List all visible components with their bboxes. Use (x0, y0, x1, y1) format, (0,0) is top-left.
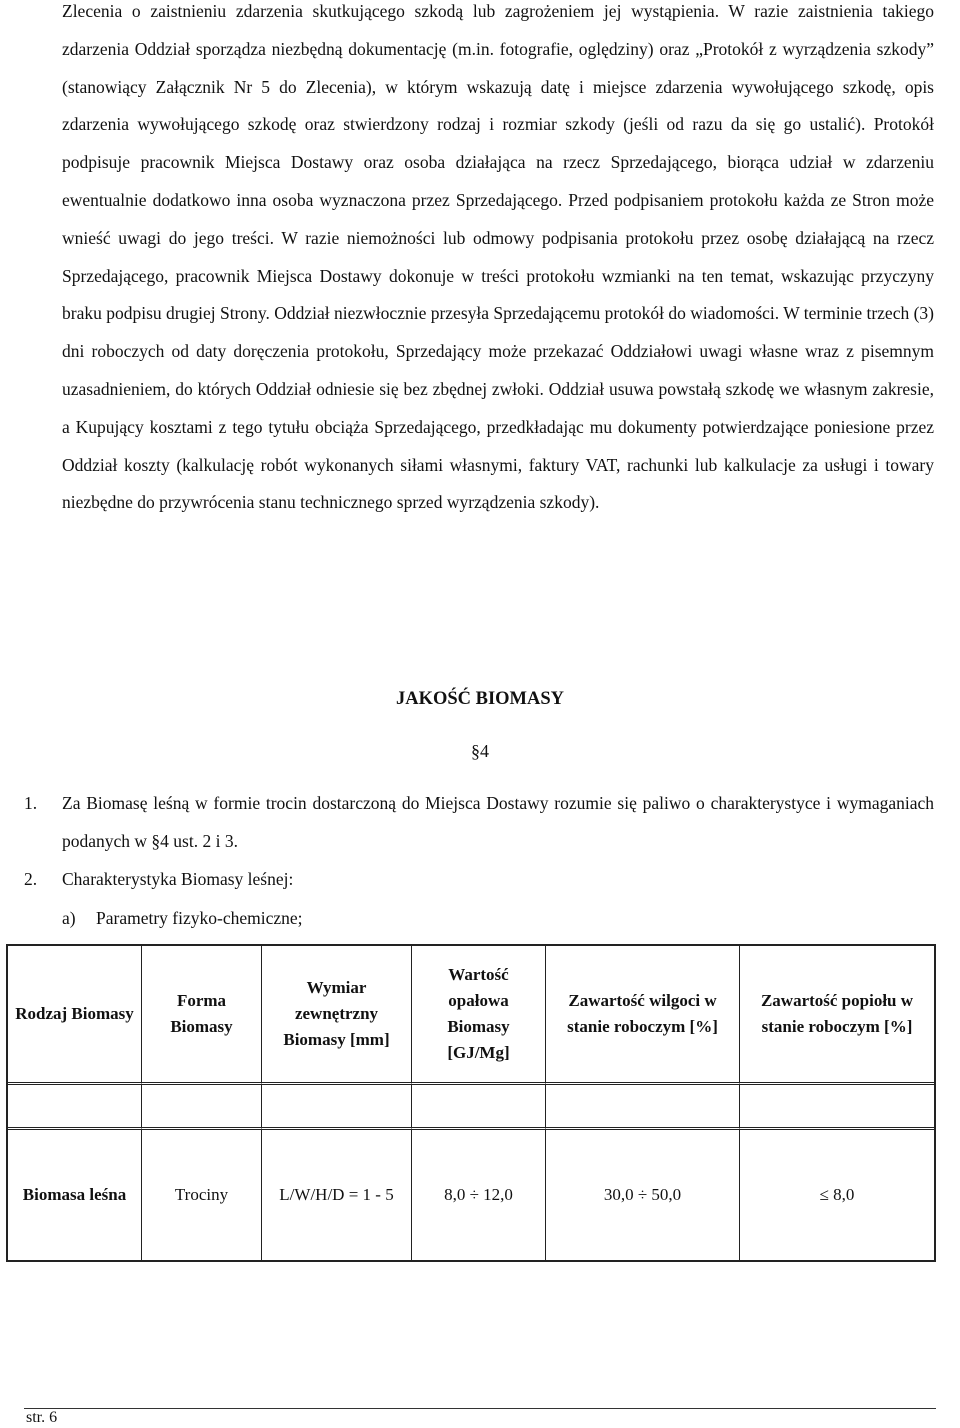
table-header-cell: Wartość opałowa Biomasy [GJ/Mg] (412, 946, 546, 1085)
table-cell: 8,0 ÷ 12,0 (412, 1130, 546, 1260)
table-cell: ≤ 8,0 (819, 1185, 855, 1204)
table-cell: Biomasa leśna (8, 1130, 142, 1260)
biomass-parameters-table (6, 944, 936, 1262)
footer-divider (24, 1408, 936, 1409)
section-heading: JAKOŚĆ BIOMASY (395, 689, 565, 709)
table-spacer-row (8, 1085, 934, 1130)
section-sign: §4 (471, 741, 489, 761)
table-header-cell: Zawartość popiołu w stanie roboczym [%] (740, 946, 934, 1085)
list-item-number: 1. (24, 793, 38, 813)
table-cell: L/W/H/D = 1 - 5 (262, 1130, 412, 1260)
table-header-cell: Forma Biomasy (142, 946, 262, 1085)
table-cell: Trociny (142, 1130, 262, 1260)
page-number: str. 6 (26, 1409, 58, 1426)
list-item-text: Charakterystyka Biomasy leśnej: (62, 869, 294, 889)
sub-item-letter: a) (62, 908, 76, 928)
table-header-cell: Zawartość wilgoci w stanie roboczym [%] (546, 946, 740, 1085)
sub-item-text: Parametry fizyko-chemiczne; (96, 908, 303, 928)
table-header-cell: Wymiar zewnętrzny Biomasy [mm] (262, 946, 412, 1085)
table-header-row (8, 946, 934, 1085)
table-cell: 30,0 ÷ 50,0 (546, 1130, 740, 1260)
body-paragraph: Zlecenia o zaistnieniu zdarzenia skutkującego szkodą lub zagrożeniem jej wystąpienia. W razie zaistnienia takiego zdarzenia Oddział sporządza niezbędną dokumentację (m.in. fotografie, oględziny) oraz „Protokół z wyrządzenia szkody” (stanowiący Załącznik Nr 5 do Zlecenia), w którym wskazują datę i miejsce zdarzenia wywołującego szkodę, opis zdarzenia wywołującego szkodę oraz stwierdzony rodzaj i rozmiar szkody (jeśli od razu da się go ustalić). Protokół podpisuje pracownik Miejsca Dostawy oraz osoba działająca na rzecz Sprzedającego, biorąca udział w zdarzeniu ewentualnie dodatkowo inna osoba wyznaczona przez Sprzedającego. Przed podpisaniem protokołu każda ze Stron może wnieść uwagi do jego treści. W razie niemożności lub odmowy podpisania protokołu przez osobę działającą na rzecz Sprzedającego, pracownik Miejsca Dostawy dokonuje w treści protokołu wzmianki na ten temat, wskazując przyczyny braku podpisu drugiej Strony. Oddział niezwłocznie przesyła Sprzedającemu protokół do wiadomości. W terminie trzech (3) dni roboczych od daty doręczenia protokołu, Sprzedający może przekazać Oddziałowi uwagi własne wraz z pisemnym uzasadnieniem, do których Oddział odniesie się bez zbędnej zwłoki. Oddział usuwa powstałą szkodę we własnym zakresie, a Kupujący kosztami z tego tytułu obciąża Sprzedającego, przedkładając mu dokumenty potwierdzające poniesione przez Oddział koszty (kalkulację robót wykonanych siłami własnymi, faktury VAT, rachunki lub kalkulacje za usługi i towary niezbędne do przywrócenia stanu technicznego sprzed wyrządzenia szkody). (62, 1, 934, 513)
table-header-cell: Rodzaj Biomasy (8, 946, 142, 1085)
table-row (8, 1130, 934, 1260)
list-item-number: 2. (24, 869, 38, 889)
list-item-text: Za Biomasę leśną w formie trocin dostarczoną do Miejsca Dostawy rozumie się paliwo o charakterystyce i wymaganiach podanych w §4 ust. 2 i 3. (62, 793, 934, 851)
